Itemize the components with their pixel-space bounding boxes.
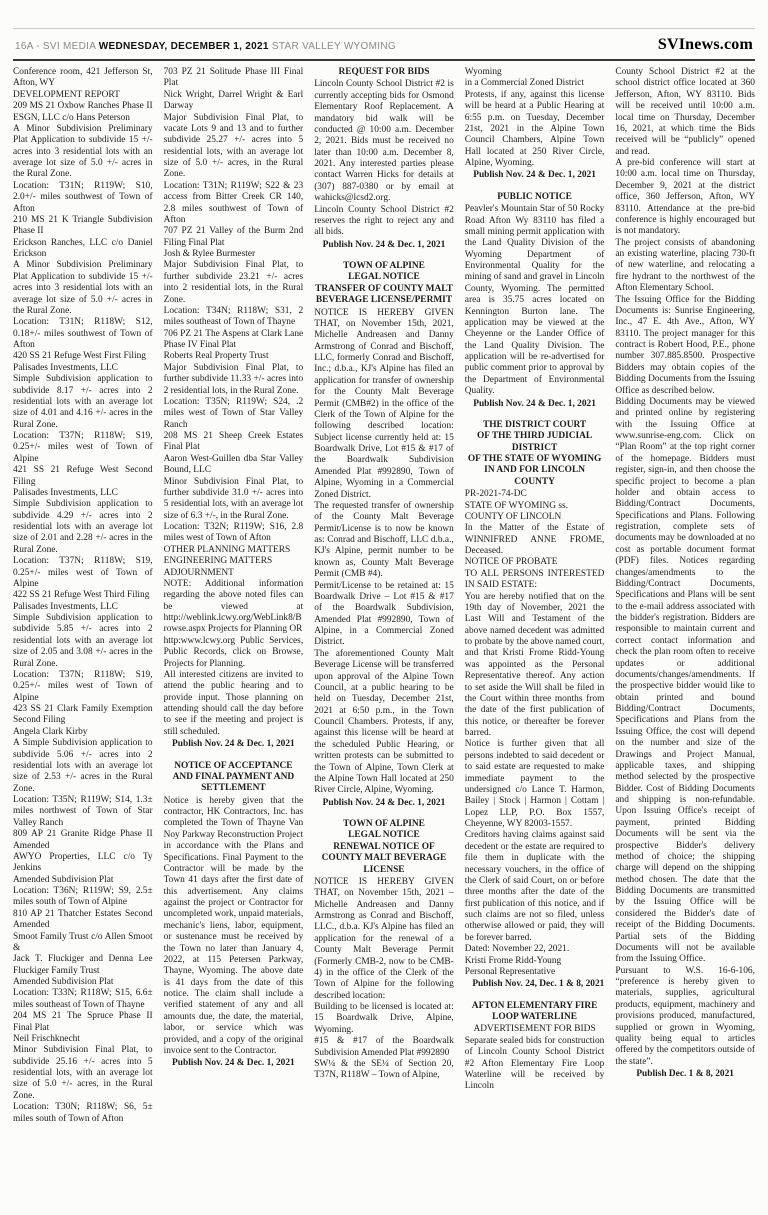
notice-paragraph: The requested transfer of ownership of the County Malt Beverage Permit/License is to now be known as: Conrad and Bischoff, LLC d.b.a., KJ's Alpine, permit number to be known as, County Malt Beverage Permit (CMB #4). xyxy=(314,500,454,580)
notice-paragraph: Kristi Frome Ridd-Young xyxy=(464,955,562,966)
notice-paragraph: Amended Subdivision Plat xyxy=(13,977,114,987)
notice-paragraph: Location: T33N; R118W; S15, 6.6± miles southeast of Town of Thayne xyxy=(13,988,153,1010)
notice-paragraph: Minor Subdivision Final Plat, to further subdivide 31.0 +/- acres into 5 residential lots, with an average lot size of 6.3 +/-, in the Rural Zone. xyxy=(163,476,304,521)
notice-paragraph: COUNTY OF LINCOLN xyxy=(464,511,562,522)
notice-paragraph: All interested citizens are invited to attend the public hearing and to provide input. Those planning on attending should call the day before to see if the meeting and project is still scheduled. xyxy=(163,669,304,737)
notice-paragraph: Location: T37N; R118W; S19, 0.25+/- miles west of Town of Alpine xyxy=(13,431,153,464)
notice-heading: PUBLIC NOTICE xyxy=(497,191,572,202)
notice-paragraph: ENGINEERING MATTERS xyxy=(163,556,273,567)
notice-paragraph: Pursuant to W.S. 16-6-106, “preference is hereby given to materials, supplies, agricultural products, equipment, machinery and provisions produced, manufactured, supplied or grown in Wyoming, quality being equal to articles offered by the competitors outside of the state”. xyxy=(615,965,755,1067)
notice-paragraph: AWYO Properties, LLC c/o Ty Jenkins xyxy=(13,851,153,874)
notice-paragraph: Protests, if any, against this license will be heard at a Public Hearing at 6:55 p.m. on Tuesday, December 21st, 2021 in the Alpine Town Council Chambers, Alpine Town Hall located at 250 River Circle, Alpine, Wyoming. xyxy=(464,89,605,168)
publish-line: Publish Nov. 24 & Dec. 1, 2021 xyxy=(322,239,446,250)
notice-paragraph: 209 MS 21 Oxbow Ranches Phase II ESGN, LLC c/o Hans Peterson xyxy=(13,101,153,123)
notice-paragraph: Location: T36N; R119W; S9, 2.5± miles south of Town of Alpine xyxy=(13,886,153,908)
notice-paragraph: Dated: November 22, 2021. xyxy=(464,944,570,955)
newspaper-page xyxy=(0,28,768,1185)
notice-paragraph: Location: T30N; R118W; S6, 5± miles south of Town of Afton xyxy=(13,1102,153,1124)
notice-paragraph: Neil Frischknecht xyxy=(13,1033,80,1044)
notice-subheading: ADVERTISEMENT FOR BIDS xyxy=(473,1024,596,1035)
notice-paragraph: Lincoln County School District #2 reserves the right to reject any and all bids. xyxy=(314,204,454,238)
notice-paragraph: 210 MS 21 K Triangle Subdivision Phase II xyxy=(13,214,153,237)
notice-paragraph: 707 PZ 21 Valley of the Burm 2nd Filing Final Plat xyxy=(163,226,304,248)
notice-paragraph: in a Commercial Zoned District xyxy=(464,78,585,89)
notice-heading: THE DISTRICT COURT OF THE THIRD JUDICIAL DISTRICT OF THE STATE OF WYOMING IN AND FOR LINCOLN COUNTY xyxy=(467,419,602,487)
publish-line: Publish Nov. 24 & Dec. 1, 2021 xyxy=(473,398,596,409)
notice-paragraph: 703 PZ 21 Solitude Phase III Final Plat xyxy=(163,67,304,89)
notice-paragraph: Angela Clark Kirby xyxy=(13,726,88,737)
publish-line: Publish Nov. 24, Dec. 1 & 8, 2021 xyxy=(472,979,605,990)
notice-paragraph: The aforementioned County Malt Beverage License will be transferred upon approval of the Alpine Town Council, at a public hearing to be held on Tuesday, December 21st, 2021 at 6:50 p.m., in the Town Council Chambers. Protests, if any, against this license will be heard at the scheduled Public Hearing, or written protests can be submitted to the Town of Alpine, Town Clerk at the Alpine Town Hall located at 250 River Circle, Alpine, Wyoming. xyxy=(314,648,454,796)
notice-paragraph: http:www.lcwy.org Public Services, Public Records, click on Browse, Projects for Planning. xyxy=(163,635,304,669)
notice-paragraph: STATE OF WYOMING ss. xyxy=(464,500,569,511)
notice-paragraph: Aaron West-Guillen dba Star Valley Bound, LLC xyxy=(163,453,304,476)
notice-paragraph: Location: T32N; R119W; S16, 2.8 miles west of Town of Afton xyxy=(163,522,304,544)
notice-paragraph: Location: T37N; R118W; S19, 0.25+/- miles west of Town of Alpine xyxy=(13,556,153,589)
notice-paragraph: Location: T31N; R118W; S12, 0.18+/- miles southwest of Town of Afton xyxy=(13,317,153,350)
notice-paragraph: Major Subdivision Final Plat, to vacate Lots 9 and 13 and to further subdivide 25.27 +/- acres into 5 residential lots, with an average lot size of 5.0 +/- acres, in the Rural Zone. xyxy=(163,112,304,180)
notice-paragraph: Simple Subdivision application to subdivide 5.85 +/- acres into 2 residential lots with an average lot size of 2.05 and 3.08 +/- acres in the Rural Zone. xyxy=(13,613,153,669)
notice-paragraph: 420 SS 21 Refuge West First Filing xyxy=(13,351,146,362)
column-2 xyxy=(164,67,304,1185)
notice-paragraph: 810 AP 21 Thatcher Estates Second Amended xyxy=(13,908,153,931)
notice-paragraph: Notice is hereby given that the contractor, HK Contractors, Inc. has completed the Town of Thayne Van Noy Parkway Reconstruction Project in accordance with the Plans and Specifications. Final Payment to the Contractor will be made by the Town 41 days after the first date of this advertisement. Any claims against the project or Contractor for uncompleted work, unpaid materials, mechanic's liens, labor, equipment, or sustenance must be received by the Town no later than January 4, 2022, at 115 Petersen Parkway, Thayne, Wyoming. The above date is 41 days from the date of this notice. The claim shall include a verified statement of any and all amounts due, the date, the material, labor, or service which was provided, and a copy of the original invoice sent to the Contractor. xyxy=(163,795,304,1056)
notice-paragraph: ADJOURNMENT xyxy=(163,567,234,578)
notice-heading: REQUEST FOR BIDS xyxy=(338,67,430,77)
notice-paragraph: OTHER PLANNING MATTERS xyxy=(163,544,291,555)
notice-paragraph: Location: T35N; R119W; S24, .2 miles west of Town of Star Valley Ranch xyxy=(163,396,304,430)
notice-paragraph: Bidding Documents may be viewed and printed online by registering with the Issuing Office at www.sunrise-eng.com. Click on “Plan Room” at the top right corner of the homepage. Bidders must register, sign-in, and then choose the specific project to become a plan holder and obtain access to Bidding/Contract Documents, Specifications and Plans. Following registration, complete sets of documents may be downloaded at no cost as portable document format (PDF) files. Notices regarding changes/amendments to the Bidding/Contract Documents, Specifications and Plans will be sent to the e-mail address associated with the bidder's registration. Bidders are responsible to maintain current and correct contact information and check the plan room often to receive updates or additional documents/changes/amendments. If the prospective bidder would like to obtain printed and bound Bidding/Contract Documents, Specifications and Plans from the Issuing Office, the cost will depend on the number and size of the Drawings and Project Manual, applicable taxes, and shipping method selected by the prospective Bidder. Cost of Bidding Documents and shipping is non-refundable. Upon Issuing Office's receipt of payment, printed Bidding Documents will be sent via the prospective Bidder's delivery method of choice; the shipping charge will depend on the shipping method chosen. The date that the Bidding Documents are transmitted by the Issuing Office will be considered the Bidder's date of receipt of the Bidding Documents. Partial sets of the Bidding Documents will not be available from the Issuing Office. xyxy=(615,396,755,965)
issue-date: WEDNESDAY, DECEMBER 1, 2021 xyxy=(98,41,269,52)
notice-paragraph: The project consists of abandoning an existing waterline, placing 730-ft of new waterline, and relocating a fire hydrant to the northwest of the Afton Elementary School. xyxy=(615,237,755,294)
notice-paragraph: County School District #2 at the school district office located at 360 Jefferson, Afton, WY 83110. Bids will be received until 10:00 a.m. local time on Thursday, December 16, 2021, at which time the Bids received will be “publicly” opened and read. xyxy=(615,67,755,157)
publish-line: Publish Nov. 24 & Dec. 1, 2021 xyxy=(473,170,596,181)
notice-paragraph: Minor Subdivision Final Plat, to subdivide 25.16 +/- acres into 5 residential lots, with an average lot size of 5.0 +/- acres, in the Rural Zone. xyxy=(13,1045,153,1101)
publish-line: Publish Nov. 24 & Dec. 1, 2021 xyxy=(172,1058,295,1069)
notice-paragraph: Location: T37N; R118W; S19, 0.25+/- miles west of Town of Alpine xyxy=(13,669,153,703)
notice-paragraph: Conference room, 421 Jefferson St, Afton, WY xyxy=(13,67,153,89)
notice-paragraph: Creditors having claims against said decedent or the estate are required to file them in duplicate with the necessary vouchers, in the office of the Clerk of said Court, on or before three months after the date of the first publication of this notice, and if such claims are not so filed, unless otherwise allowed or paid, they will be forever barred. xyxy=(464,830,605,943)
legal-notice-columns xyxy=(13,61,755,1185)
notice-heading: TOWN OF ALPINE LEGAL NOTICE RENEWAL NOTICE OF COUNTY MALT BEVERAGE LICENSE xyxy=(321,819,447,875)
notice-paragraph: Permit/License to be retained at: 15 Boardwalk Drive – Lot #15 & #17 of the Boardwalk Subdivision, Amended Plat #992890, Town of Alpine, in a Commercial Zoned District. xyxy=(314,580,454,648)
notice-paragraph: Palisades Investments, LLC xyxy=(13,487,118,498)
website-label: SVInews.com xyxy=(657,36,753,53)
page-label: 16A - SVI MEDIA xyxy=(15,41,96,52)
notice-paragraph: Notice is further given that all persons indebted to said decedent or to said estate are requested to make immediate payment to the undersigned c/o Lance T. Harmon, Bailey | Stock | Harmon | Cottam | Lopez LLP, P.O. Box 1557, Cheyenne, WY 82003-1557. xyxy=(464,739,605,829)
notice-paragraph: Erickson Ranches, LLC c/o Daniel Erickson xyxy=(13,237,153,259)
notice-paragraph: NOTICE IS HEREBY GIVEN THAT, on November 15th, 2021, Michelle Andreasen and Danny Armstrong of Conrad and Bischoff, LLC, formerly Conrad and Bischoff, Inc.; d.b.a., KJ's Alpine has filed an application for transfer of ownership for the County Malt Beverage Permit (CMB#2) in the office of the Clerk of the Town of Alpine for the following described location: Subject license currently held at: 15 Boardwalk Drive, Lot #15 & #17 of the Boardwalk Subdivision Amended Plat #992890, Town of Alpine, Wyoming in a Commercial Zoned District. xyxy=(314,307,454,500)
notice-paragraph: Jack T. Fluckiger and Denna Lee Fluckiger Family Trust xyxy=(13,954,153,976)
notice-paragraph: Josh & Rylee Burmester xyxy=(163,249,256,259)
notice-paragraph: #15 & #17 of the Boardwalk Subdivision Amended Plat #992890 xyxy=(314,1036,454,1058)
column-3 xyxy=(314,67,454,1185)
notice-paragraph: SW¼ & the SE¼ of Section 20, T37N, R118W – Town of Alpine, xyxy=(314,1058,454,1081)
notice-paragraph: Major Subdivision Final Plat, to further subdivide 11.33 +/- acres into 2 residential lots, in the Rural Zone. xyxy=(163,362,304,396)
notice-paragraph: Peavler's Mountain Star of 50 Rocky Road Afton Wy 83110 has filed a small mining permit application with the Land Quality Division of the Wyoming Department of Environmental Quality for the mining of sand and gravel in Lincoln County, Wyoming. The permitted area is 35.75 acres located on Kennington Burton lane. The application may be viewed at the Cheyenne or the Lander Office of the Land Quality Division. The application will be re-advertised for public comment prior to approval by the Department of Environmental Quality. xyxy=(464,204,605,397)
notice-paragraph: 421 SS 21 Refuge West Second Filing xyxy=(13,465,153,487)
notice-paragraph: Location: T31N; R119W; S22 & 23 access from Bitter Creek CR 140, 2.8 miles southwest of Town of Afton xyxy=(163,180,304,225)
notice-paragraph: A Minor Subdivision Preliminary Plat Application to subdivide 15 +/- acres into 3 residential lots with an average lot size of 5.0 +/- acres in the Rural Zone. xyxy=(13,123,153,180)
notice-paragraph: PR-2021-74-DC xyxy=(464,489,527,500)
notice-paragraph: A pre-bid conference will start at 10:00 a.m. local time on Thursday, December 9, 2021 at the district office, 360 Jefferson, Afton, WY 83110. Attendance at the pre-bid conference is highly encouraged but is not mandatory. xyxy=(615,158,755,237)
notice-paragraph: 422 SS 21 Refuge West Third Filing xyxy=(13,590,150,601)
notice-paragraph: The Issuing Office for the Bidding Documents is: Sunrise Engineering, Inc., 47 E. 4th Ave., Afton, WY 83110. The project manager for this contract is Robert Hood, P.E., phone number 307.885.8500. Prospective Bidders may obtain copies of the Bidding Documents from the Issuing Office as described below. xyxy=(615,294,755,396)
publish-line: Publish Nov. 24 & Dec. 1, 2021 xyxy=(322,797,446,808)
notice-paragraph: NOTE: Additional information regarding the above noted files can be viewed at http://weblink.lcwy.org/WebLink8/Browse.aspx Projects for Planning OR xyxy=(163,578,304,635)
notice-paragraph: Simple Subdivision application to subdivide 8.17 +/- acres into 2 residential lots with an average lot size of 4.01 and 4.16 +/- acres in the Rural Zone. xyxy=(13,374,153,430)
notice-paragraph: You are hereby notified that on the 19th day of November, 2021 the Last Will and Testament of the above named decedent was admitted to probate by the above named court, and that Kristi Frome Ridd-Young was appointed as the Personal Representative thereof. Any action to set aside the Will shall be filed in the Court within three months from the date of the first publication of this notice, or thereafter be forever barred. xyxy=(464,591,605,738)
notice-heading: NOTICE OF ACCEPTANCE AND FINAL PAYMENT AND SETTLEMENT xyxy=(172,760,295,794)
notice-paragraph: Palisades Investments, LLC xyxy=(13,362,118,373)
notice-paragraph: Roberts Real Property Trust xyxy=(163,351,269,362)
notice-paragraph: Location: T31N; R119W; S10, 2.0+/- miles southwest of Town of Afton xyxy=(13,180,153,214)
notice-paragraph: DEVELOPMENT REPORT xyxy=(13,89,120,100)
notice-paragraph: A Minor Subdivision Preliminary Plat Application to subdivide 15 +/- acres into 3 residential lots with an average lot size of 5.0 +/- acres in the Rural Zone. xyxy=(13,260,153,316)
notice-paragraph: Palisades Investments, LLC xyxy=(13,601,118,612)
notice-paragraph: 423 SS 21 Clark Family Exemption Second Filing xyxy=(13,704,153,726)
notice-paragraph: 706 PZ 21 The Aspens at Clark Lane Phase IV Final Plat xyxy=(163,328,304,350)
notice-paragraph: TO ALL PERSONS INTERESTED IN SAID ESTATE: xyxy=(464,568,605,591)
publish-line: Publish Dec. 1 & 8, 2021 xyxy=(636,1069,734,1079)
notice-paragraph: In the Matter of the Estate of WINNIFRED ANNE FROME, Deceased. xyxy=(464,523,605,556)
column-1 xyxy=(13,67,153,1185)
publish-line: Publish Nov. 24 & Dec. 1, 2021 xyxy=(172,739,295,750)
notice-paragraph: NOTICE IS HEREBY GIVEN THAT, on November 15th, 2021 – Michelle Andreasen and Danny Armstrong as Conrad and Bischoff, LLC., d.b.a. KJ's Alpine has filed an application for the renewal of a County Malt Beverage Permit (Formerly CMB-2, now to be CMB-4) in the office of the Clerk of the Town of Alpine for the following described location: xyxy=(314,876,454,1001)
notice-paragraph: Amended Subdivision Plat xyxy=(13,874,114,885)
notice-heading: AFTON ELEMENTARY FIRE LOOP WATERLINE xyxy=(471,1000,598,1022)
notice-paragraph: Nick Wright, Darrel Wright & Earl Darway xyxy=(163,89,304,112)
notice-paragraph: Wyoming xyxy=(464,67,502,77)
notice-paragraph: Separate sealed bids for construction of Lincoln County School District #2 Afton Elementary Fire Loop Waterline will be received by Lincoln xyxy=(464,1035,605,1092)
notice-paragraph: Simple Subdivision application to subdivide 4.29 +/- acres into 2 residential lots with an average lot size of 2.01 and 2.28 +/- acres in the Rural Zone. xyxy=(13,499,153,555)
notice-paragraph: Major Subdivision Final Plat, to further subdivide 23.21 +/- acres into 2 residential lots, in the Rural Zone. xyxy=(163,260,304,305)
notice-paragraph: Location: T34N; R118W; S31, 2 miles southeast of Town of Thayne xyxy=(163,305,304,328)
notice-paragraph: Location: T35N; R119W; S14, 1.3± miles northwest of Town of Star Valley Ranch xyxy=(13,795,153,828)
notice-paragraph: Lincoln County School District #2 is currently accepting bids for Osmond Elementary Roof Replacement. A mandatory bid walk will be conducted @ 10:00 a.m. December 2, 2021. Bids must be received no later than 10:00 a.m. December 8, 2021. Any interested parties please contact Warren Hicks for details at (307) 887-0380 or by email at wahicks@lcsd2.org. xyxy=(314,79,454,204)
notice-paragraph: Smoot Family Trust c/o Allen Smoot & xyxy=(13,931,153,953)
notice-paragraph: A Simple Subdivision application to subdivide 5.06 +/- acres into 2 residential lots with an average lot size of 2.53 +/- acres in the Rural Zone. xyxy=(13,738,153,794)
masthead xyxy=(13,28,755,61)
column-4 xyxy=(465,67,605,1185)
notice-paragraph: Personal Representative xyxy=(464,966,556,977)
notice-paragraph: 208 MS 21 Sheep Creek Estates Final Plat xyxy=(163,431,304,453)
notice-heading: TOWN OF ALPINE LEGAL NOTICE TRANSFER OF COUNTY MALT BEVERAGE LICENSE/PERMIT xyxy=(315,261,453,306)
masthead-kicker xyxy=(15,41,396,52)
notice-paragraph: Building to be licensed is located at: 15 Boardwalk Drive, Alpine, Wyoming. xyxy=(314,1002,454,1035)
notice-paragraph: 204 MS 21 The Spruce Phase II Final Plat xyxy=(13,1011,153,1033)
issue-location: STAR VALLEY WYOMING xyxy=(271,41,396,52)
notice-paragraph: NOTICE OF PROBATE xyxy=(464,557,558,568)
column-5 xyxy=(615,67,755,1185)
notice-paragraph: 809 AP 21 Granite Ridge Phase II Amended xyxy=(13,829,153,851)
